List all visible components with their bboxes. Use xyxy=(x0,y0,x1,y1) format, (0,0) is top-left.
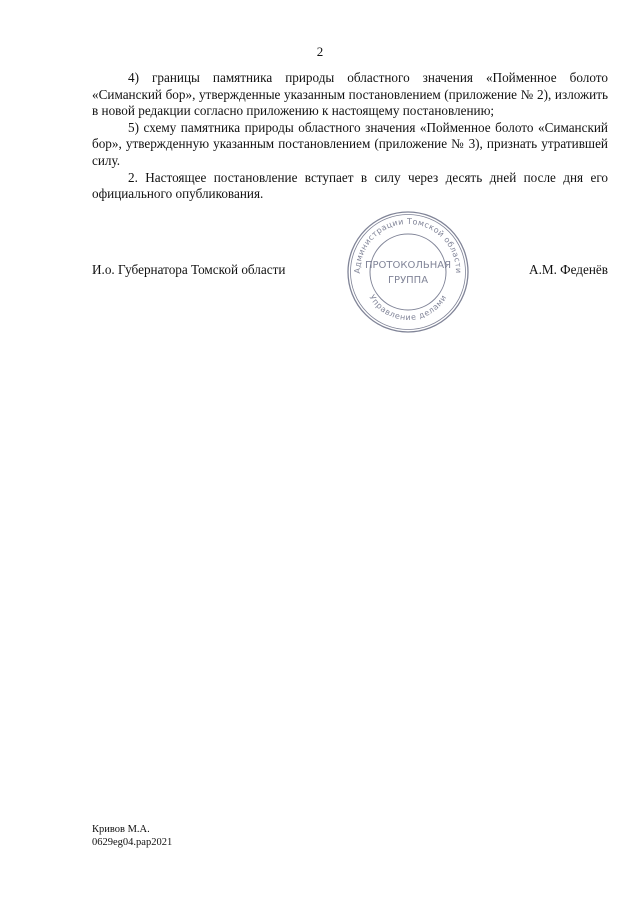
document-body xyxy=(92,70,608,203)
stamp-center-line1: ПРОТОКОЛЬНАЯ xyxy=(364,260,452,271)
page-number: 2 xyxy=(316,44,324,59)
paragraph-item-4: 4) границы памятника природы областного значения «Пойменное болото «Симанский бор», утвержденные указанным постановлением (приложение № 2), изложить в новой редакции согласно приложению к настоящему постановлению; xyxy=(92,70,608,119)
footer-author: Кривов М.А. xyxy=(92,824,150,835)
stamp-center-line2: ГРУППА xyxy=(387,275,429,286)
signer-name: А.М. Феденёв xyxy=(529,262,608,277)
stamp-ring-top: Администрации Томской области xyxy=(352,216,464,274)
paragraph-item-5: 5) схему памятника природы областного значения «Пойменное болото «Симанский бор», утвержденную указанным постановлением (приложение № 3), признать утратившей силу. xyxy=(92,119,608,168)
paragraph-effective-date: 2. Настоящее постановление вступает в силу через десять дней после дня его официального опубликования. xyxy=(92,169,608,202)
footer-file-ref: 0629eg04.pap2021 xyxy=(92,836,173,848)
seal-stamp-icon xyxy=(346,210,470,334)
stamp-ring-bottom: Управление делами xyxy=(367,293,449,323)
document-footer xyxy=(92,824,172,849)
signer-title: И.о. Губернатора Томской области xyxy=(92,262,286,277)
